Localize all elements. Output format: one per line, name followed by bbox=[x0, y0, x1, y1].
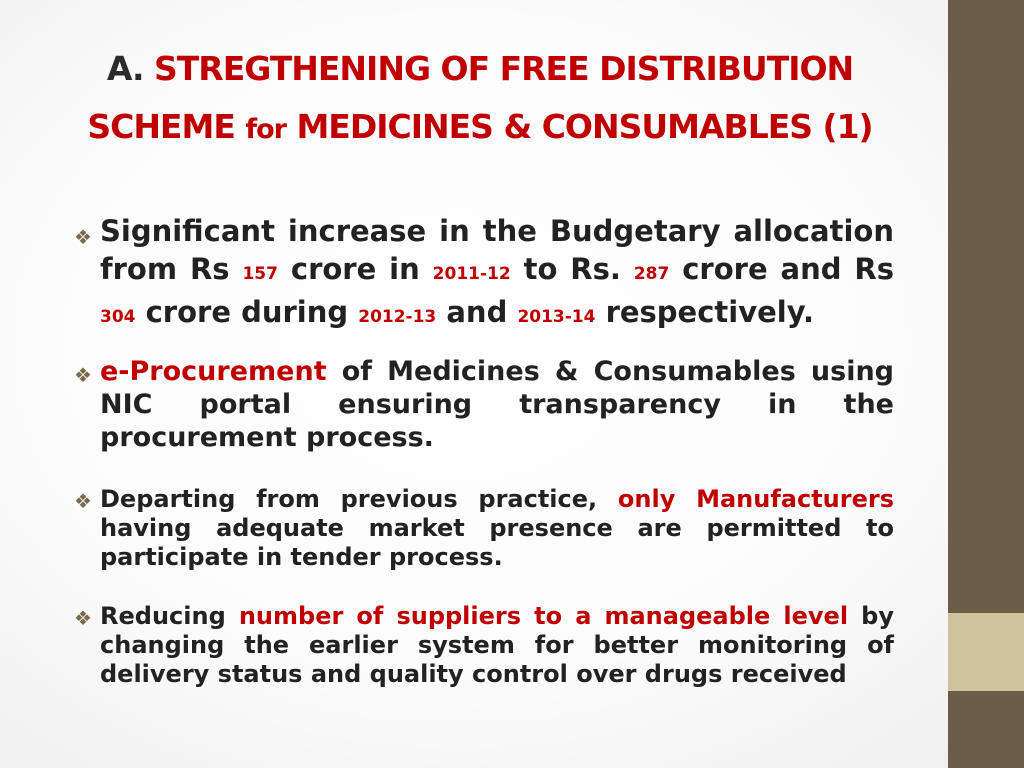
year-2012-13: 2012-13 bbox=[358, 307, 437, 327]
bullet-text: Significant increase in the Budgetary allocation from Rs bbox=[100, 214, 894, 286]
bullet-text: respectively. bbox=[595, 295, 814, 329]
highlight-e-procurement: e-Procurement bbox=[100, 356, 327, 387]
bullet-text: Reducing bbox=[100, 602, 239, 630]
year-2011-12: 2011-12 bbox=[432, 264, 511, 284]
bullet-text: by changing the earlier system for better monitoring of delivery status and quality control over drugs received bbox=[100, 602, 894, 688]
amount-287: 287 bbox=[633, 264, 670, 284]
title-prefix: A. bbox=[106, 49, 155, 88]
title-line1: STREGTHENING OF FREE DISTRIBUTION bbox=[154, 49, 854, 88]
bullet-budget-allocation bbox=[74, 212, 895, 336]
title-line2a: SCHEME bbox=[87, 107, 246, 146]
bullet-text: to Rs. bbox=[510, 252, 634, 286]
bullet-manufacturers bbox=[74, 485, 894, 572]
bullet-reducing-suppliers bbox=[74, 602, 894, 689]
bullet-text: having adequate market presence are permitted to participate in tender process. bbox=[100, 514, 894, 571]
title-line2b: for bbox=[245, 114, 286, 145]
bullet-e-procurement bbox=[74, 355, 894, 454]
amount-157: 157 bbox=[242, 264, 278, 284]
bullet-text: of Medicines & Consumables using NIC portal ensuring transparency in the procurement process. bbox=[100, 356, 894, 453]
bullet-text: crore in bbox=[277, 252, 433, 286]
highlight-only-manufacturers: only Manufacturers bbox=[617, 485, 894, 513]
amount-304: 304 bbox=[100, 307, 136, 327]
diamond-bullet-icon: ❖ bbox=[74, 363, 92, 387]
bullet-text: crore and Rs bbox=[669, 252, 895, 286]
highlight-number-of-suppliers: number of suppliers to a manageable level bbox=[238, 602, 849, 630]
slide-title bbox=[40, 40, 920, 159]
diamond-bullet-icon: ❖ bbox=[74, 489, 92, 513]
bullet-text: Departing from previous practice, bbox=[100, 485, 618, 513]
diamond-bullet-icon: ❖ bbox=[74, 606, 92, 630]
diamond-bullet-icon: ❖ bbox=[74, 225, 92, 249]
year-2013-14: 2013-14 bbox=[517, 307, 596, 327]
title-line2c: MEDICINES & CONSUMABLES (1) bbox=[285, 107, 873, 146]
sidebar-light-panel bbox=[948, 613, 1024, 691]
bullet-text: and bbox=[436, 295, 518, 329]
bullet-text: crore during bbox=[135, 295, 359, 329]
